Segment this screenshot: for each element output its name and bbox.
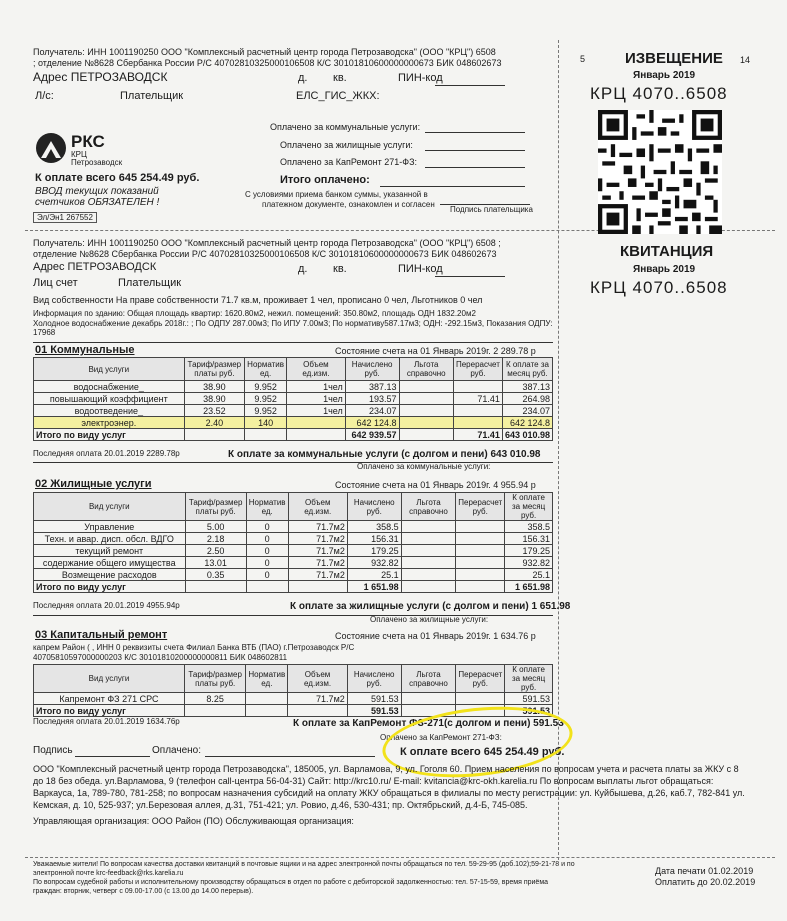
note-line-2: электронной почте krc-feedback@rks.karelia.ru [33,870,184,877]
qr-code-icon [598,110,722,234]
notice-address-label: Адрес ПЕТРОЗАВОДСК [33,70,168,84]
communal-paid-line: Оплачено за коммунальные услуги: [357,462,491,471]
receipt-recipient-line2: отделение №8628 Сбербанка России Р/С 40702810325000106508 К/С 30101810600000000673 БИК 048602673 [33,249,497,259]
table-total-row: Итого по виду услуг 591.53 591.53 [34,705,553,717]
notice-flat-label: кв. [333,72,347,84]
notice-els-label: ЕЛС_ГИС_ЖКХ: [296,90,380,102]
capital-payee-1: капрем Район ( , ИНН 0 реквизиты счета Филиал Банка ВТБ (ПАО) г.Петрозаводск Р/С [33,643,355,652]
table-row: Управление 5.00 0 71.7м2 358.5 358.5 [34,521,553,533]
housing-paid-line: Оплачено за жилищные услуги: [370,615,489,624]
side-number-2: 14 [740,55,751,65]
capital-title: 03 Капитальный ремонт [35,629,168,641]
communal-to-pay: К оплате за коммунальные услуги (с долгом и пени) 643 010.98 [228,449,541,460]
receipt-krc-code: КРЦ 4070..6508 [590,278,728,297]
table-row: Возмещение расходов 0.35 0 71.7м2 25.1 25.1 [34,569,553,581]
notice-pin-label: ПИН-код [398,72,443,84]
notice-paid-housing: Оплачено за жилищные услуги: [280,140,413,150]
notice-paid-total: Итого оплачено: [280,174,370,186]
receipt-address-label: Адрес ПЕТРОЗАВОДСК [33,261,157,273]
receipt-payer-label: Плательщик [118,277,182,289]
ownership-info: Вид собственности На праве собственности 71.7 кв.м, проживает 1 чел, прописано 0 чел, Льготников 0 чел [33,295,483,305]
receipt-pin-field [435,276,505,277]
logo-sub1: КРЦ [71,150,87,159]
table-total-row: Итого по виду услуг 642 939.57 71.41 643 010.98 [34,429,553,441]
housing-title: 02 Жилищные услуги [35,478,152,490]
note-line-3: По вопросам судебной работы и исполнительному производству обращаться в отдел по работе с дебиторской задолженностью: тел. 57-15-59, время приёма [33,879,549,886]
table-row: Капремонт ФЗ 271 СРС 8.25 71.7м2 591.53 591.53 [34,693,553,705]
housing-state: Состояние счета на 01 Январь 2019г. 4 955.94 р [335,480,536,490]
communal-table [33,357,553,441]
building-info: Информация по зданию: Общая площадь квартир: 1620.80м2, нежил. помещений: 350.80м2, площадь ОДН 1832.20м2 [33,309,476,318]
receipt-pin-label: ПИН-код [398,263,443,275]
consent-line-2: платежном документе, ознакомлен и согласен [262,200,435,209]
table-row: повышающий коэффициент 38.90 9.952 1чел 193.57 71.41 264.98 [34,393,553,405]
meter-id: Эл/Эн1 267552 [33,212,97,223]
notice-pin-field [435,85,505,86]
receipt-flat-label: кв. [333,263,347,275]
table-row-highlighted: электроэнер. 2.40 140 642 124.8 642 124.8 [34,417,553,429]
table-row: текущий ремонт 2.50 0 71.7м2 179.25 179.25 [34,545,553,557]
receipt-month: Январь 2019 [633,264,696,275]
logo-sub2: Петрозаводск [71,158,123,167]
notice-house-label: д. [298,72,308,84]
notice-payer-label: Плательщик [120,90,184,102]
footer-info-3: Варкауса, 1а, 789-780, 781-258; по вопросам назначения субсидий на оплату ЖКУ обращаться в филиалы по месту регистрации: ул. Куйбышева, д.26, каб.7, 782-841 ул. [33,788,745,798]
rks-logo-icon [35,132,67,164]
meter-note-2: счетчиков ОБЯЗАТЕЛЕН ! [35,197,160,208]
notice-title: ИЗВЕЩЕНИЕ [625,50,723,67]
capital-to-pay: К оплате за КапРемонт ФЗ-271(с долгом и пени) 591.53 [293,718,564,729]
water-info-1: Холодное водоснабжение декабрь 2018г.: ; По ОДПУ 287.00м3; По ИПУ 7.00м3; По нормативу587.17м3; ОДН: -292.15м3, Показания ОДПУ: [33,319,553,328]
receipt-recipient-line1: Получатель: ИНН 1001190250 ООО "Комплексный расчетный центр города Петрозаводска" (ООО "КРЦ") 6508 ; [33,238,501,248]
receipt-account-label: Лиц счет [33,277,78,289]
consent-line-1: С условиями приема банком суммы, указанной в [245,190,428,199]
housing-table [33,492,553,593]
capital-payee-2: 40705810597000000203 К/С 30101810200000000811 БИК 048602811 [33,653,288,662]
notice-krc-code: КРЦ 4070..6508 [590,84,728,103]
housing-to-pay: К оплате за жилищные услуги (с долгом и пени) 1 651.98 [290,601,571,612]
table-row: Техн. и авар. дисп. обсл. ВДГО 2.18 0 71.7м2 156.31 156.31 [34,533,553,545]
footer-info-1: ООО "Комплексный расчетный центр города Петрозаводска", 185005, ул. Варламова, 9, ул. Гоголя 60. Прием населения по вопросам учета и расчета платы за ЖКУ с 8 [33,764,739,774]
table-row: содержание общего имущества 13.01 0 71.7м2 932.82 932.82 [34,557,553,569]
separator-bottom [25,857,775,858]
notice-paid-communal: Оплачено за коммунальные услуги: [270,122,421,132]
management-org: Управляющая организация: ООО Район (ПО) Обслуживающая организация: [33,816,354,826]
notice-total-due: К оплате всего 645 254.49 руб. [35,172,200,184]
print-date: Дата печати 01.02.2019 [655,866,754,876]
meter-note-1: ВВОД текущих показаний [35,186,159,197]
note-line-1: Уважаемые жители! По вопросам качества доставки квитанций в почтовые ящики и на адрес электронной почты обращаться по тел. 59-29-95 (доб.102);59-21-78 и по [33,861,575,868]
receipt-house-label: д. [298,263,308,275]
side-number: 5 [580,54,586,64]
note-line-4: граждан: вторник, четверг с 09.00-17.00 (с 13.00 до 14.00 перерыв). [33,888,254,895]
communal-title: 01 Коммунальные [35,344,135,356]
table-row: водоснабжение_ 38.90 9.952 1чел 387.13 387.13 [34,381,553,393]
footer-info-2: до 18 без обеда. ул.Варламова, 9 (телефон call-центра 56-04-31) Сайт: http://krc10.ru/ E-mail: kvitancia@krc-okh.karelia.ru По вопросам выплаты льгот обращаться: [33,776,714,786]
table-total-row: Итого по виду услуг 1 651.98 1 651.98 [34,581,553,593]
capital-state: Состояние счета на 01 Январь 2019г. 1 634.76 р [335,631,536,641]
receipt-title: КВИТАНЦИЯ [620,243,714,260]
footer-total-due: К оплате всего 645 254.49 руб. [400,746,565,758]
notice-paid-capital: Оплачено за КапРемонт 271-ФЗ: [280,157,418,167]
notice-month: Январь 2019 [633,70,696,81]
housing-last-payment: Последняя оплата 20.01.2019 4955.94р [33,601,180,610]
notice-signature: Подпись плательщика [450,205,533,214]
communal-state: Состояние счета на 01 Январь 2019г. 2 289.78 р [335,346,536,356]
table-header: Вид услуги Тариф/размер платы руб. Норматив ед. Объем ед.изм. Начислено руб. Льгота справочно Перерасчет руб. К оплате за месяц руб. [34,665,553,693]
logo-name: РКС [71,132,105,151]
table-header: Вид услуги Тариф/размер платы руб. Норматив ед. Объем ед.изм. Начислено руб. Льгота справочно Перерасчет руб. К оплате за месяц руб. [34,493,553,521]
pay-by-date: Оплатить до 20.02.2019 [655,877,756,887]
table-row: водоотведение_ 23.52 9.952 1чел 234.07 234.07 [34,405,553,417]
notice-account-label: Л/с: [35,90,54,102]
footer-info-4: Кемская, д. 10, 525-937; ул.Березовая аллея, д.31, 751-421; ул. Ровио, д.46, 530-431; пр. Октябрьский, д.4-Б, 745-085. [33,800,528,810]
communal-last-payment: Последняя оплата 20.01.2019 2289.78р [33,449,180,458]
footer-paid: Оплачено: [152,745,202,756]
table-header: Вид услуги Тариф/размер платы руб. Норматив ед. Объем ед.изм. Начислено руб. Льгота справочно Перерасчет руб. К оплате за месяц руб. [34,358,553,381]
notice-recipient-line1: Получатель: ИНН 1001190250 ООО "Комплексный расчетный центр города Петрозаводска" (ООО "КРЦ") 6508 [33,47,496,57]
capital-last-payment: Последняя оплата 20.01.2019 1634.76р [33,717,180,726]
notice-recipient-line2: ; отделение №8628 Сбербанка России Р/С 40702810325000106508 К/С 30101810600000000673 БИК 048602673 [33,58,502,68]
capital-paid-line: Оплачено за КапРемонт 271-ФЗ: [380,733,502,742]
water-info-2: 17968 [33,328,56,337]
footer-signature: Подпись [33,745,73,756]
